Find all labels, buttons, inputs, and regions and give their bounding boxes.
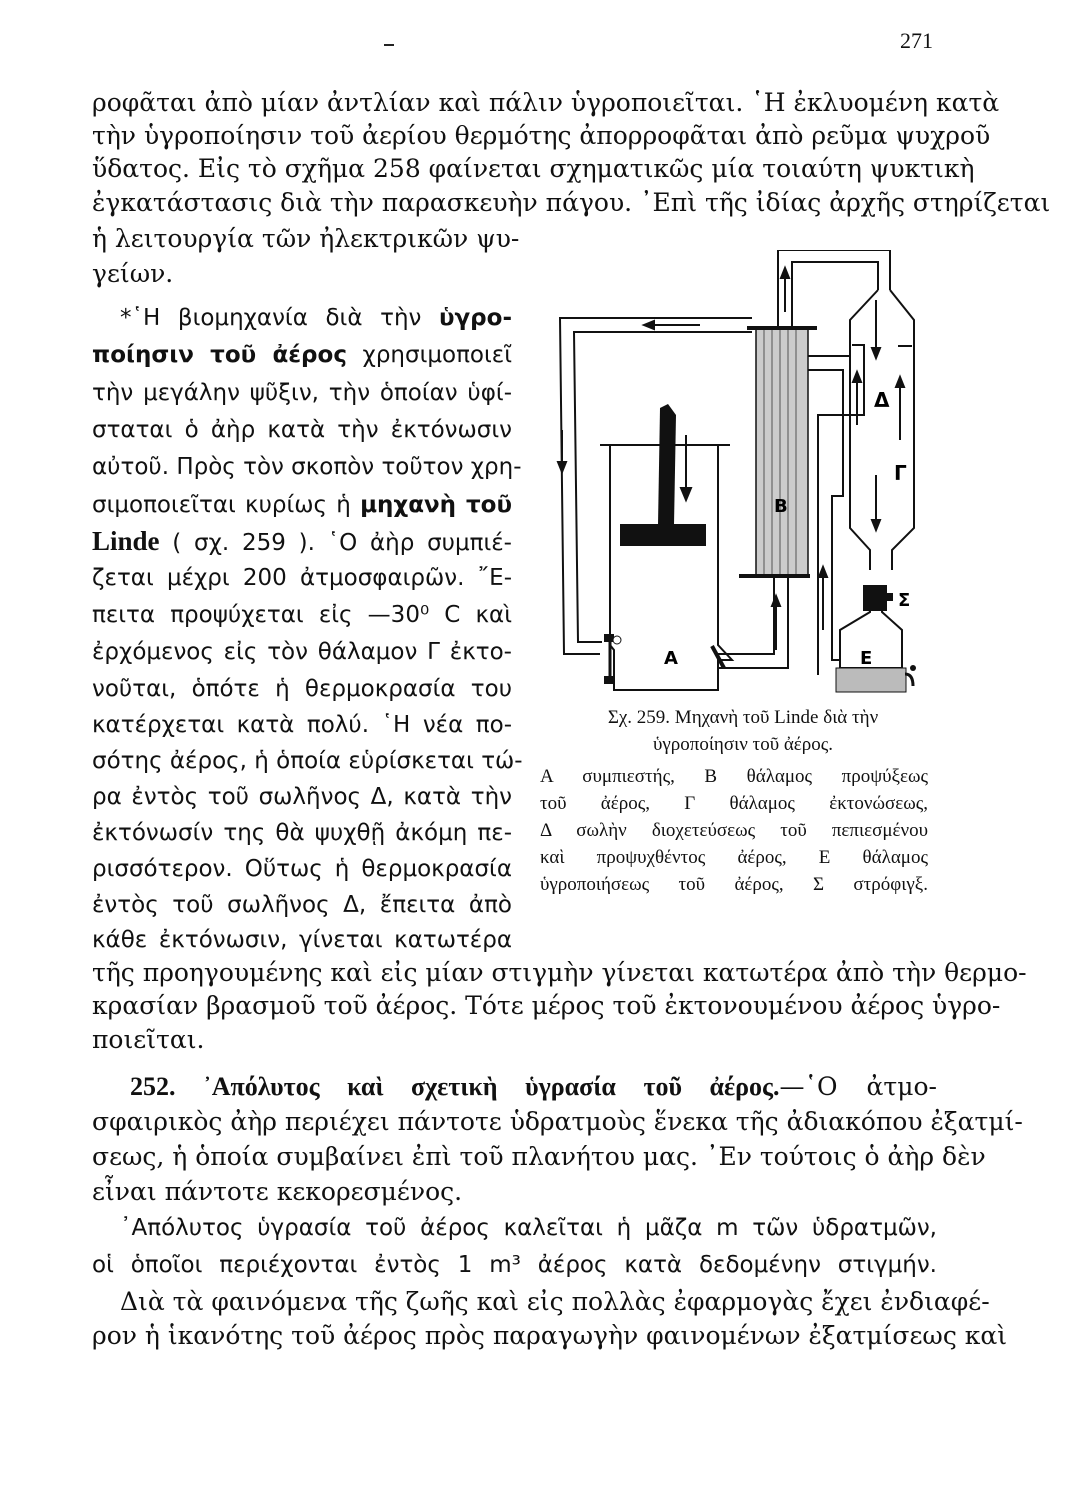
caption-line: ὑγροποιήσεως τοῦ ἀέρος, Σ στρόφιγξ. [540, 874, 928, 895]
page-number: 271 [900, 28, 933, 53]
text-span: χρησιμοποιεῖ [346, 342, 512, 368]
text-line: Διὰ τὰ φαινόμενα τῆς ζωῆς καὶ εἰς πολλὰς ἐφαρμογὰς ἔχει ἐνδιαφέ- [120, 1287, 990, 1316]
top-pipe-inner [792, 262, 878, 326]
piston-head [620, 524, 706, 546]
chamber-gamma-outline [850, 290, 878, 570]
text-line: ἐγκατάστασις διὰ τὴν παρασκευὴν πάγου. ᾿Επὶ τῆς ἰδίας ἀρχῆς στηρίζεται [92, 188, 1051, 217]
text-line: κρασίαν βρασμοῦ τοῦ ἀέρος. Τότε μέρος τοῦ ἐκτονουμένου ἀέρος ὑγρο- [92, 991, 1001, 1020]
text-line: ᾿Απόλυτος ὑγρασία τοῦ ἀέρος καλεῖται ἡ μᾶζα m τῶν ὑδρατμῶν, [120, 1215, 937, 1241]
caption-title: ὑγροποίησιν τοῦ ἀέρος. [652, 734, 834, 755]
text-line: σότης ἀέρος, ἡ ὁποία εὑρίσκεται τώ- [92, 748, 523, 774]
text-line [92, 340, 512, 370]
pipe-b-delta-2 [808, 370, 843, 660]
section-heading-line [92, 1072, 937, 1102]
header-dash [384, 44, 394, 46]
caption-title: Σχ. 259. Μηχανὴ τοῦ Linde διὰ τὴν [607, 707, 879, 728]
text-line: ἐκτόνωσίν της θὰ ψυχθῇ ἀκόμη πε- [92, 820, 512, 846]
text-line: σταται ὁ ἀὴρ κατὰ τὴν ἐκτόνωσιν [92, 417, 512, 443]
text-line: εἶναι πάντοτε κεκορεσμένος. [92, 1177, 463, 1206]
text-line: ρα ἐντὸς τοῦ σωλῆνος Δ, κατὰ τὴν [92, 784, 512, 810]
label-sigma: Σ [898, 590, 911, 611]
caption-line: A συμπιεστής, B θάλαμος προψύξεως [540, 766, 928, 787]
text-span: *῾Η βιομηχανία διὰ τὴν [120, 305, 439, 331]
text-span: σιμοποιεῖται κυρίως ἡ [92, 492, 361, 518]
stopcock-sigma [863, 585, 887, 611]
text-line: οἱ ὁποῖοι περιέχονται ἐντὸς 1 m³ ἀέρος κατὰ δεδομένην στιγμήν. [92, 1252, 937, 1278]
caption-line: καὶ προψυχθέντος ἀέρος, E θάλαμος [540, 847, 928, 868]
text-line: αὐτοῦ. Πρὸς τὸν σκοπὸν τοῦτον χρη- [92, 454, 522, 480]
text-line: ἐντὸς τοῦ σωλῆνος Δ, ἔπειτα ἀπὸ [92, 892, 512, 918]
text-line: σφαιρικὸς ἀὴρ περιέχει πάντοτε ὑδρατμοὺς ἕνεκα τῆς ἀδιακόπου ἐξατμί- [92, 1107, 1023, 1136]
caption-line: τοῦ ἀέρος, Γ θάλαμος ἐκτονώσεως, [540, 793, 928, 814]
text-line: ρισσότερον. Οὕτως ἡ θερμοκρασία [92, 856, 512, 882]
text-line: τὴν ὑγροποίησιν τοῦ ἀερίου θερμότης ἀπορροφᾶται ἀπὸ ρεῦμα ψυχροῦ [92, 121, 991, 150]
text-line: κατέρχεται κατὰ πολύ. ῾Η νέα πο- [92, 712, 512, 738]
text-line [92, 303, 512, 333]
text-line: ὕδατος. Εἰς τὸ σχῆμα 258 φαίνεται σχηματικῶς μία τοιαύτη ψυκτικὴ [92, 154, 975, 183]
text-line: ἡ λειτουργία τῶν ἠλεκτρικῶν ψυ- [92, 224, 520, 253]
text-line: ζεται μέχρι 200 ἀτμοσφαιρῶν. ῎Ε- [92, 565, 512, 591]
text-span: —῾Ο ἀτμο- [779, 1072, 937, 1101]
text-line: πειτα προψύχεται εἰς —30⁰ C καὶ [92, 602, 512, 628]
text-line: νοῦται, ὁπότε ἡ θερμοκρασία του [92, 676, 512, 702]
text-line: γείων. [92, 259, 174, 288]
bold-term: Linde [92, 526, 160, 556]
return-pipe [560, 318, 752, 654]
text-line [92, 490, 512, 520]
pipe-a-b [718, 575, 774, 654]
bold-term: ὑγρο- [438, 305, 512, 331]
text-line: ρον ἡ ἱκανότης τοῦ ἀέρος πρὸς παραγωγὴν φαινομένων ἐξατμίσεως καὶ [92, 1321, 1008, 1350]
linde-machine-diagram [540, 250, 950, 710]
text-line: ποιεῖται. [92, 1025, 205, 1054]
text-line: σεως, ἡ ὁποία συμβαίνει ἐπὶ τοῦ πλανήτου μας. ᾿Εν τούτοις ὁ ἀὴρ δὲν [92, 1142, 986, 1171]
chamber-gamma-outline-r [890, 290, 914, 570]
text-line: ἐρχόμενος εἰς τὸν θάλαμον Γ ἐκτο- [92, 639, 512, 665]
text-span: ( σχ. 259 ). ῾Ο ἀὴρ συμπιέ- [159, 530, 512, 556]
label-gamma: Γ [894, 461, 907, 485]
bold-term: μηχανὴ τοῦ [360, 492, 512, 518]
bold-term: ποίησιν τοῦ ἀέρος [92, 342, 347, 368]
label-e: E [860, 648, 873, 669]
piston-rod [658, 404, 676, 525]
text-line [92, 526, 512, 558]
label-delta: Δ [874, 388, 890, 412]
section-heading: 252. ᾿Απόλυτος καὶ σχετικὴ ὑγρασία τοῦ ἀέρος. [130, 1072, 780, 1101]
text-line: ροφᾶται ἀπὸ μίαν ἀντλίαν καὶ πάλιν ὑγροποιεῖται. ῾Η ἐκλυομένη κατὰ [92, 88, 1000, 117]
label-b: B [774, 496, 788, 517]
text-line: κάθε ἐκτόνωσιν, γίνεται κατωτέρα [92, 927, 512, 953]
caption-line: Δ σωλὴν διοχετεύσεως τοῦ πεπιεσμένου [540, 820, 928, 841]
text-line: τῆς προηγουμένης καὶ εἰς μίαν στιγμὴν γίνεται κατωτέρα ἀπὸ τὴν θερμο- [92, 958, 1027, 987]
text-line: τὴν μεγάλην ψῦξιν, τὴν ὁποίαν ὑφί- [92, 380, 512, 406]
label-a: A [664, 648, 678, 669]
